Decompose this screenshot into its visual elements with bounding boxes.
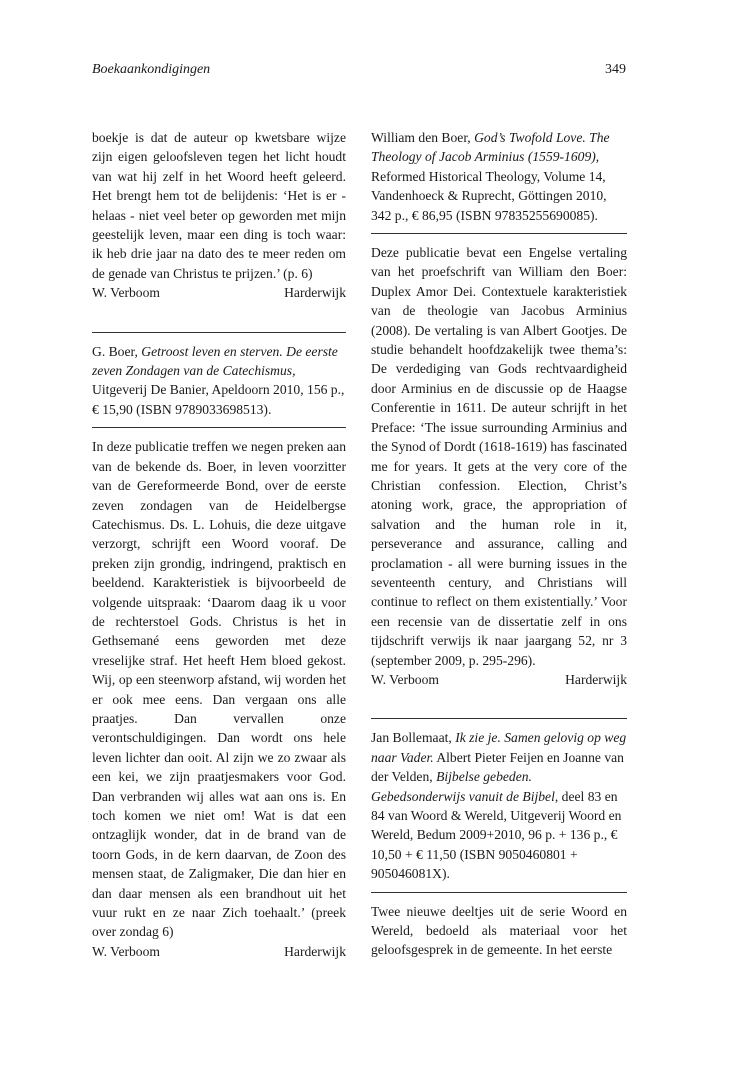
book-details: , Reformed Historical Theology, Volume 14, Vandenhoeck & Ruprecht, Göttingen 2010, 342 p., € 86,95 (ISBN 97835255690085). bbox=[371, 149, 607, 223]
reviewer-place: Harderwijk bbox=[284, 943, 346, 959]
book-author: Jan Bollemaat, bbox=[371, 730, 456, 746]
book-contributors: Albert Pieter Feijen en Joanne van der Velden, bbox=[371, 749, 624, 785]
left-column bbox=[92, 128, 346, 961]
book-author: William den Boer, bbox=[371, 130, 475, 145]
running-head bbox=[92, 62, 626, 82]
reviewer-signature bbox=[371, 670, 627, 689]
book-entry bbox=[371, 128, 627, 225]
book-title: Ik zie je. Samen gelovig op weg naar Vader. bbox=[371, 730, 627, 765]
book-entry bbox=[371, 728, 627, 883]
reviewer-name: W. Verboom bbox=[92, 285, 160, 301]
running-title: Boekaankondigingen bbox=[92, 62, 211, 77]
review-text-part: Deze publicatie bevat een Engelse vertaling van het proefschrift van William den Boer: bbox=[371, 245, 627, 280]
book-author: G. Boer, bbox=[92, 343, 142, 359]
review-text: In deze publicatie treffen we negen preken aan van de bekende ds. Boer, in leven voorzitter van de Gereformeerde Bond, over de eerste zeven zondagen van de Heidelbergse Catechismus. Ds. L. Lohuis, die deze uitgave verzorgt, schrijft een Woord vooraf. De preken zijn grondig, indringend, praktisch en beeldend. Karakteristiek is bijvoorbeeld de volgende uitspraak: ‘Daarom daag ik u voor de rechterstoel Gods. Christus is het in Gethsemané eens geworden met deze vreselijke straf. Het heeft Hem bloed gekost. Wij, op een steenworp afstand, wij worden het er ook mee eens. Dan vergaan ons alle praatjes. Dan vervallen onze verontschuldigingen. Dan wordt ons hele leven lichter dan ooit. Al zijn we zo zwaar als een kei, we zijn praatjesmakers voor God. Dan verbranden wij alles wat aan ons is. En toch komen we niet om! Wat is dat een ontzaglijk wonder, dat in de brand van de toorn Gods, in de kern daarvan, de Zoon des mensen staat, de Zaligmaker, Die dan hier en dan daar mensen als een brandhout uit het vuur rukt en ze naar Zich toehaalt.’ (preek over zondag 6) bbox=[92, 439, 346, 940]
book-details: , deel 83 en 84 van Woord & Wereld, Uitgeverij Woord en Wereld, Bedum 2009+2010, 96 p. + 136 p., € 10,50 + € 11,50 (ISBN 9050460801 + 905046081X). bbox=[371, 788, 622, 882]
reviewer-signature bbox=[92, 942, 346, 961]
book-title: Getroost leven en sterven. De eerste zeven Zondagen van de Catechismus, bbox=[92, 343, 338, 379]
reviewer-place: Harderwijk bbox=[565, 671, 627, 687]
cited-title: Duplex Amor Dei. Contextuele karakteristiek van de theologie van Jacobus Arminius bbox=[371, 283, 627, 319]
reviewer-signature bbox=[92, 283, 346, 302]
review-text: Twee nieuwe deeltjes uit de serie Woord en Wereld, bedoeld als materiaal voor het geloofsgesprek in de gemeente. In het eerste bbox=[371, 903, 627, 958]
reviewer-place: Harderwijk bbox=[284, 285, 346, 301]
reviewer-name: W. Verboom bbox=[92, 943, 160, 959]
review-text bbox=[371, 243, 627, 670]
book-title: Bijbelse gebeden. Gebedsonderwijs vanuit de Bijbel bbox=[371, 769, 555, 804]
continued-review-text: boekje is dat de auteur op kwetsbare wijze zijn eigen geloofsleven tegen het licht houdt van wat hij zelf in het Woord heeft geleerd. Het brengt hem tot de belijdenis: ‘Het is er - helaas - niet veel beter op geworden met mijn geestelijk leven, maar een ding is toch waar: ik heb drie jaar na dato des te meer reden om de genade van Christus te prijzen.’ (p. 6) bbox=[92, 130, 346, 281]
book-details: Uitgeverij De Banier, Apeldoorn 2010, 156 p., € 15,90 (ISBN 9789033698513). bbox=[92, 382, 345, 417]
right-column bbox=[371, 128, 627, 960]
reviewer-name: W. Verboom bbox=[371, 671, 439, 687]
review-text-part: (2008). De vertaling is van Albert Gootjes. De studie behandelt hoofdzakelijk twee thema’s: De verdediging van Gods rechtvaardigheid door Arminius en de discussie op de Haagse Conferentie in 1611. De auteur schrijft in het Preface: ‘The issue surrounding Arminius and the Synod of Dordt (1618-1619) has fascinated me for years. It gets at the very core of the Christian confession. Election, Christ’s atoning work, grace, the appropriation of salvation and the human role in it, perseverance and assurance, calling and proclamation - all were burning issues in the seventeenth century, and Christians will continue to reflect on them existentially.’ Voor een recensie van de dissertatie zelf in ons tijdschrift verwijs ik naar jaargang 52, nr 3 (september 2009, p. 295-296). bbox=[371, 322, 627, 668]
book-entry bbox=[92, 342, 346, 420]
book-title: God’s Twofold Love. The Theology of Jacob Arminius (1559-1609) bbox=[371, 130, 610, 165]
page-number: 349 bbox=[605, 62, 626, 77]
